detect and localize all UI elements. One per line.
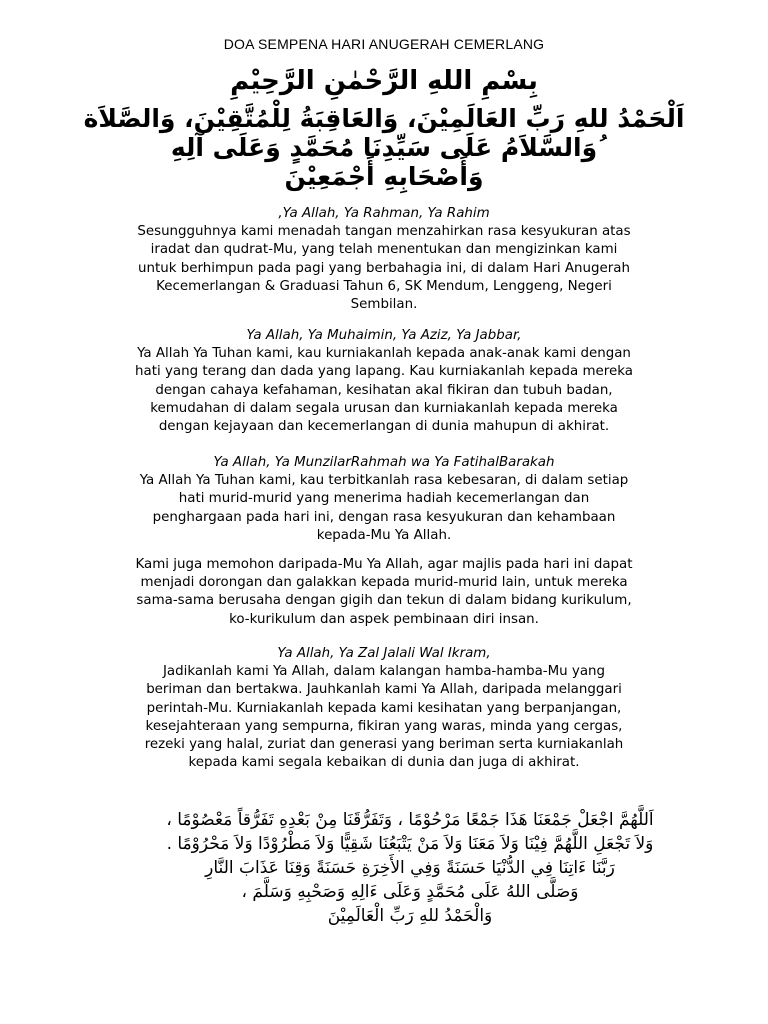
paragraph-line: ko-kurikulum dan aspek pembinaan diri insan. [229,611,539,627]
paragraph-line: perintah-Mu. Kurniakanlah kepada kami kesihatan yang berpanjangan, [146,700,622,716]
paragraph-line: Kecemerlangan & Graduasi Tahun 6, SK Mendum, Lenggeng, Negeri [156,278,612,294]
paragraph-line: dengan cahaya kefahaman, kesihatan akal fikiran dan tubuh badan, [155,382,613,398]
paragraph-line: penghargaan pada hari ini, dengan rasa kesyukuran dan kehambaan [152,509,616,525]
paragraph-heading: Ya Allah, Ya Muhaimin, Ya Aziz, Ya Jabbar, [246,328,522,343]
paragraph-line: sama-sama berusaha dengan gigih dan tekun di dalam bidang kurikulum, [136,593,632,609]
paragraph-line: kesejahteraan yang sempurna, fikiran yang waras, minda yang cergas, [145,718,623,734]
paragraph-line: hati murid-murid yang menerima hadiah kecemerlangan dan [178,491,590,507]
paragraph-line: Sesungguhnya kami menadah tangan menzahirkan rasa kesyukuran atas [137,224,631,240]
basmalah: بِسْمِ اللهِ الرَّحْمٰنِ الرَّحِيْمِ [230,66,538,96]
paragraph-line: kepada kami segala kebaikan di dunia dan juga di akhirat. [188,755,580,771]
opening-arabic [70,104,698,191]
paragraph-1 [88,205,680,314]
paragraph-line: menjadi dorongan dan galakkan kepada murid-murid lain, untuk mereka [140,575,628,591]
paragraph-heading: Ya Allah, Ya Zal Jalali Wal Ikram, [277,646,491,661]
closing-arabic-line: رَبَّنَا ءَاتِنَا فِي الدُّنْيَا حَسَنَةً وَفِي الأَخِرَةِ حَسَنَةً وَقِنَا عَذَابَ النَّارِ [205,858,615,878]
closing-arabic-line: اَللَّهُمَّ اجْعَلْ جَمْعَنَا هَذَا جَمْعًا مَرْحُوْمًا ، وَتَفَرُّقَنَا مِنْ بَعْدِهِ تَفَرُّقاً مَعْصُوْمًا ، [166,810,654,830]
paragraph-2 [88,327,680,436]
paragraph-line: untuk berhimpun pada pagi yang berbahagia ini, di dalam Hari Anugerah [138,260,630,276]
paragraph-line: kemudahan di dalam segala urusan dan kurniakanlah kepada mereka [150,400,618,416]
closing-arabic-line: وَصَلَّى اللهُ عَلَى مُحَمَّدٍ وَعَلَى ءَالِهِ وَصَحْبِهِ وَسَلَّمَ ، [241,882,579,902]
paragraph-line: Ya Allah Ya Tuhan kami, kau terbitkanlah rasa kebesaran, di dalam setiap [139,473,629,489]
paragraph-line: iradat dan qudrat-Mu, yang telah menentukan dan mengizinkan kami [150,242,618,258]
paragraph-line: Ya Allah Ya Tuhan kami, kau kurniakanlah kepada anak-anak kami dengan [137,346,631,362]
paragraph-3 [88,454,680,545]
paragraph-line: rezeki yang halal, zuriat dan generasi yang beriman serta kurniakanlah [144,737,624,753]
document-title: DOA SEMPENA HARI ANUGERAH CEMERLANG [223,36,545,52]
opening-arabic-line: وَأَصْحَابِهِ أَجْمَعِيْنَ [284,162,484,191]
paragraph-line: kepada-Mu Ya Allah. [316,527,452,543]
paragraph-4 [88,556,680,629]
opening-arabic-line: ُوَالسَّلاَمُ عَلَى سَيِّدِنَا مُحَمَّدٍ وَعَلَى آلِهِ [170,133,598,162]
paragraph-line: beriman dan bertakwa. Jauhkanlah kami Ya Allah, daripada melanggari [146,682,622,698]
paragraph-5 [88,645,680,772]
paragraph-heading: ,Ya Allah, Ya Rahman, Ya Rahim [278,206,490,221]
paragraph-line: Jadikanlah kami Ya Allah, dalam kalangan hamba-hamba-Mu yang [162,664,606,680]
paragraph-line: hati yang terang dan dada yang lapang. Kau kurniakanlah kepada mereka [135,364,633,380]
paragraph-line: dengan kejayaan dan kecemerlangan di dunia mahupun di akhirat. [158,419,610,435]
paragraph-line: Kami juga memohon daripada-Mu Ya Allah, agar majlis pada hari ini dapat [135,557,633,572]
closing-arabic [100,808,720,928]
paragraph-heading: Ya Allah, Ya MunzilarRahmah wa Ya FatihalBarakah [213,455,555,470]
closing-arabic-line: وَلاَ تَجْعَلِ اللَّهُمَّ فِيْنَا وَلاَ مَعَنَا وَلاَ مَنْ يَتْبَعُنَا شَقِيًّا وَلاَ مَطْرُوْدًا وَلاَ مَحْرُوْمًا . [166,834,654,854]
closing-arabic-line: وَالْحَمْدُ للهِ رَبِّ الْعَالَمِيْنَ [327,906,493,926]
paragraph-line: Sembilan. [350,297,418,313]
opening-arabic-line: اَلْحَمْدُ للهِ رَبِّ العَالَمِيْنَ، وَالعَاقِبَةُ لِلْمُتَّقِيْنَ، وَالصَّلاَة [83,104,685,133]
